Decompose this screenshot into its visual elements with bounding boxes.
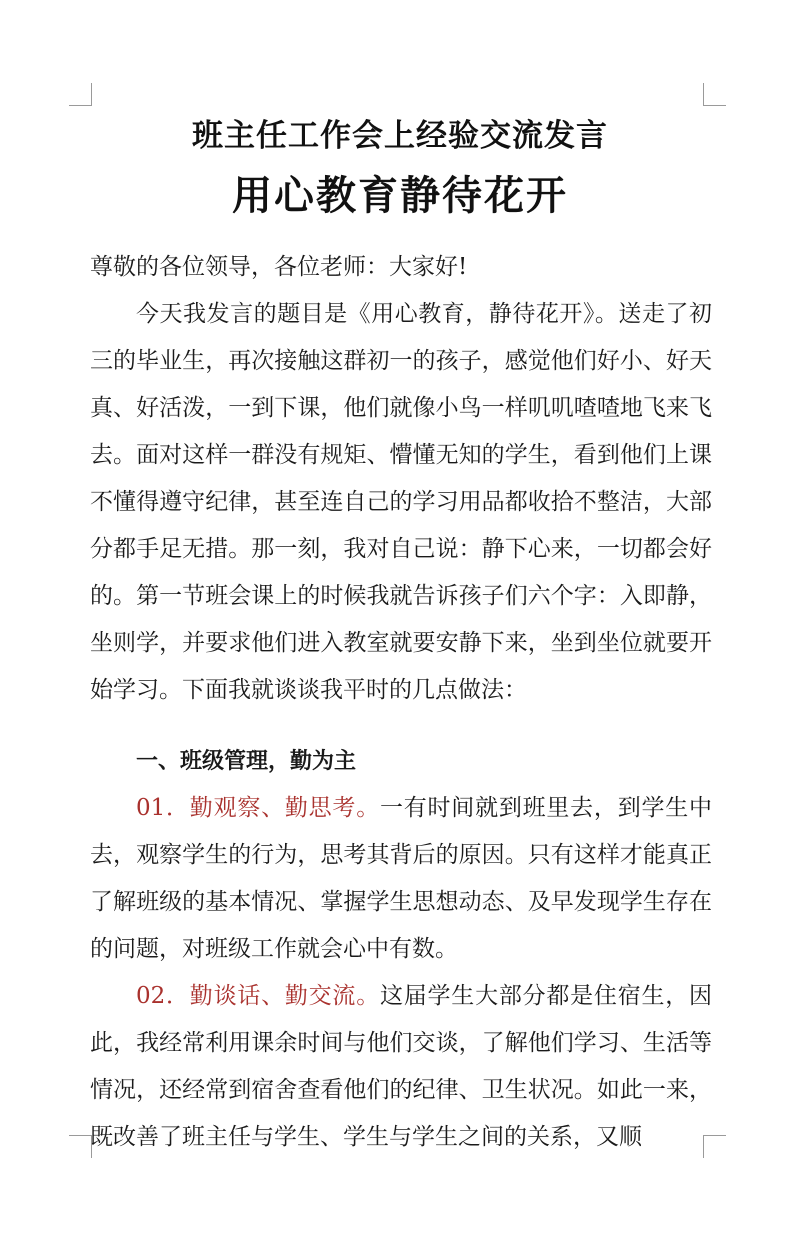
intro-paragraph: 今天我发言的题目是《用心教育，静待花开》。送走了初三的毕业生，再次接触这群初一的孩子，感觉他们好小、好天真、好活泼，一到下课，他们就像小鸟一样叽叽喳喳地飞来飞去。面对这样一群没有规矩、懵懂无知的学生，看到他们上课不懂得遵守纪律，甚至连自己的学习用品都收拾不整洁，大部分都手足无措。那一刻，我对自己说：静下心来，一切都会好的。第一节班会课上的时候我就告诉孩子们六个字：入即静，坐则学，并要求他们进入教室就要安静下来，坐到坐位就要开始学习。下面我就谈谈我平时的几点做法： — [90, 301, 712, 703]
item-label-01: 01．勤观察、勤思考。 — [136, 795, 380, 821]
greeting-paragraph: 尊敬的各位领导，各位老师：大家好! — [90, 254, 468, 280]
item-paragraph-02 — [90, 973, 712, 1161]
section-spacer — [90, 714, 712, 738]
document-subtitle: 用心教育静待花开 — [232, 173, 568, 219]
document-title: 班主任工作会上经验交流发言 — [192, 118, 608, 154]
item-text-01: 一有时间就到班里去，到学生中去，观察学生的行为，思考其背后的原因。只有这样才能真正了解班级的基本情况、掌握学生思想动态、及早发现学生存在的问题，对班级工作就会心中有数。 — [90, 795, 712, 962]
crop-mark-top-right — [703, 83, 726, 106]
crop-mark-bottom-left — [69, 1135, 92, 1158]
section-heading: 一、班级管理，勤为主 — [136, 749, 357, 774]
document-body — [90, 244, 712, 1161]
item-label-02: 02．勤谈话、勤交流。 — [136, 983, 380, 1009]
crop-mark-top-left — [69, 83, 92, 106]
item-paragraph-01 — [90, 785, 712, 973]
item-text-02: 这届学生大部分都是住宿生，因此，我经常利用课余时间与他们交谈，了解他们学习、生活等情况，还经常到宿舍查看他们的纪律、卫生状况。如此一来，既改善了班主任与学生、学生与学生之间的关系，又顺 — [90, 983, 712, 1150]
